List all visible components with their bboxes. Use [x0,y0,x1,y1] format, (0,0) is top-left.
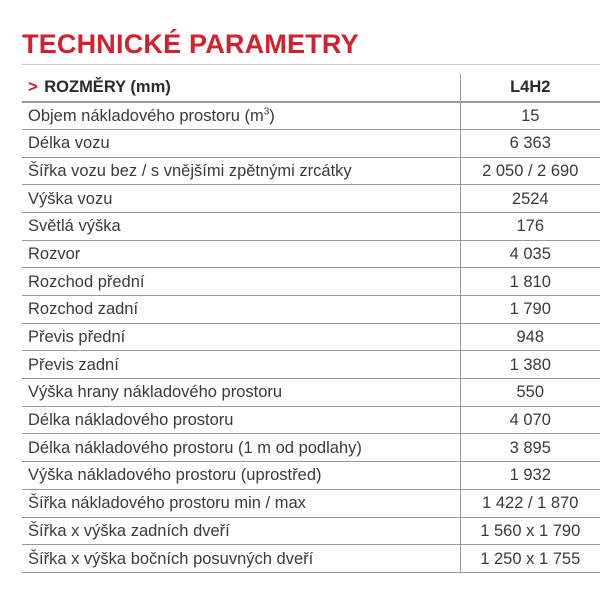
table-row [22,489,600,517]
header-value-cell [460,74,600,102]
header-value: L4H2 [510,78,551,97]
row-label: Šířka x výška bočních posuvných dveří [22,545,460,573]
row-value: 4 070 [460,406,600,434]
row-label [22,102,460,130]
row-value: 15 [460,102,600,130]
row-label: Výška hrany nákladového prostoru [22,379,460,407]
row-value: 1 790 [460,296,600,324]
row-value: 1 810 [460,268,600,296]
row-value: 948 [460,323,600,351]
row-value: 2 050 / 2 690 [460,157,600,185]
header-label-cell [22,74,460,102]
row-label: Šířka nákladového prostoru min / max [22,489,460,517]
header-label: ROZMĚRY (mm) [44,78,171,97]
table-row [22,157,600,185]
row-value: 550 [460,379,600,407]
row-label-text: Objem nákladového prostoru (m [28,106,264,125]
row-value: 2524 [460,185,600,213]
row-label: Převis zadní [22,351,460,379]
row-label: Převis přední [22,323,460,351]
table-row [22,462,600,490]
row-value: 3 895 [460,434,600,462]
row-label: Délka nákladového prostoru [22,406,460,434]
table-row [22,296,600,324]
table-row [22,268,600,296]
row-label: Výška vozu [22,185,460,213]
row-value: 176 [460,212,600,240]
table-row [22,212,600,240]
parameters-table [22,74,600,573]
chevron-right-icon: > [28,78,38,97]
table-row [22,102,600,130]
table-row [22,406,600,434]
row-label: Rozvor [22,240,460,268]
row-label: Výška nákladového prostoru (uprostřed) [22,462,460,490]
row-label: Rozchod zadní [22,296,460,324]
table-row [22,185,600,213]
row-label-tail: ) [269,106,275,125]
table-row [22,323,600,351]
row-label: Šířka vozu bez / s vnějšími zpětnými zrcátky [22,157,460,185]
table-row [22,517,600,545]
table-row [22,379,600,407]
row-label: Délka nákladového prostoru (1 m od podlahy) [22,434,460,462]
table-header-row [22,74,600,102]
row-label: Světlá výška [22,212,460,240]
row-value: 1 560 x 1 790 [460,517,600,545]
row-value: 1 250 x 1 755 [460,545,600,573]
table-row [22,434,600,462]
row-label: Délka vozu [22,129,460,157]
row-value: 1 422 / 1 870 [460,489,600,517]
table-row [22,129,600,157]
table-row [22,545,600,573]
row-value: 4 035 [460,240,600,268]
superscript: 3 [263,106,270,118]
row-value: 1 932 [460,462,600,490]
table-row [22,240,600,268]
title-divider [22,64,600,65]
row-value: 6 363 [460,129,600,157]
row-label: Šířka x výška zadních dveří [22,517,460,545]
table-row [22,351,600,379]
row-label: Rozchod přední [22,268,460,296]
row-value: 1 380 [460,351,600,379]
page-title: TECHNICKÉ PARAMETRY [22,29,359,59]
